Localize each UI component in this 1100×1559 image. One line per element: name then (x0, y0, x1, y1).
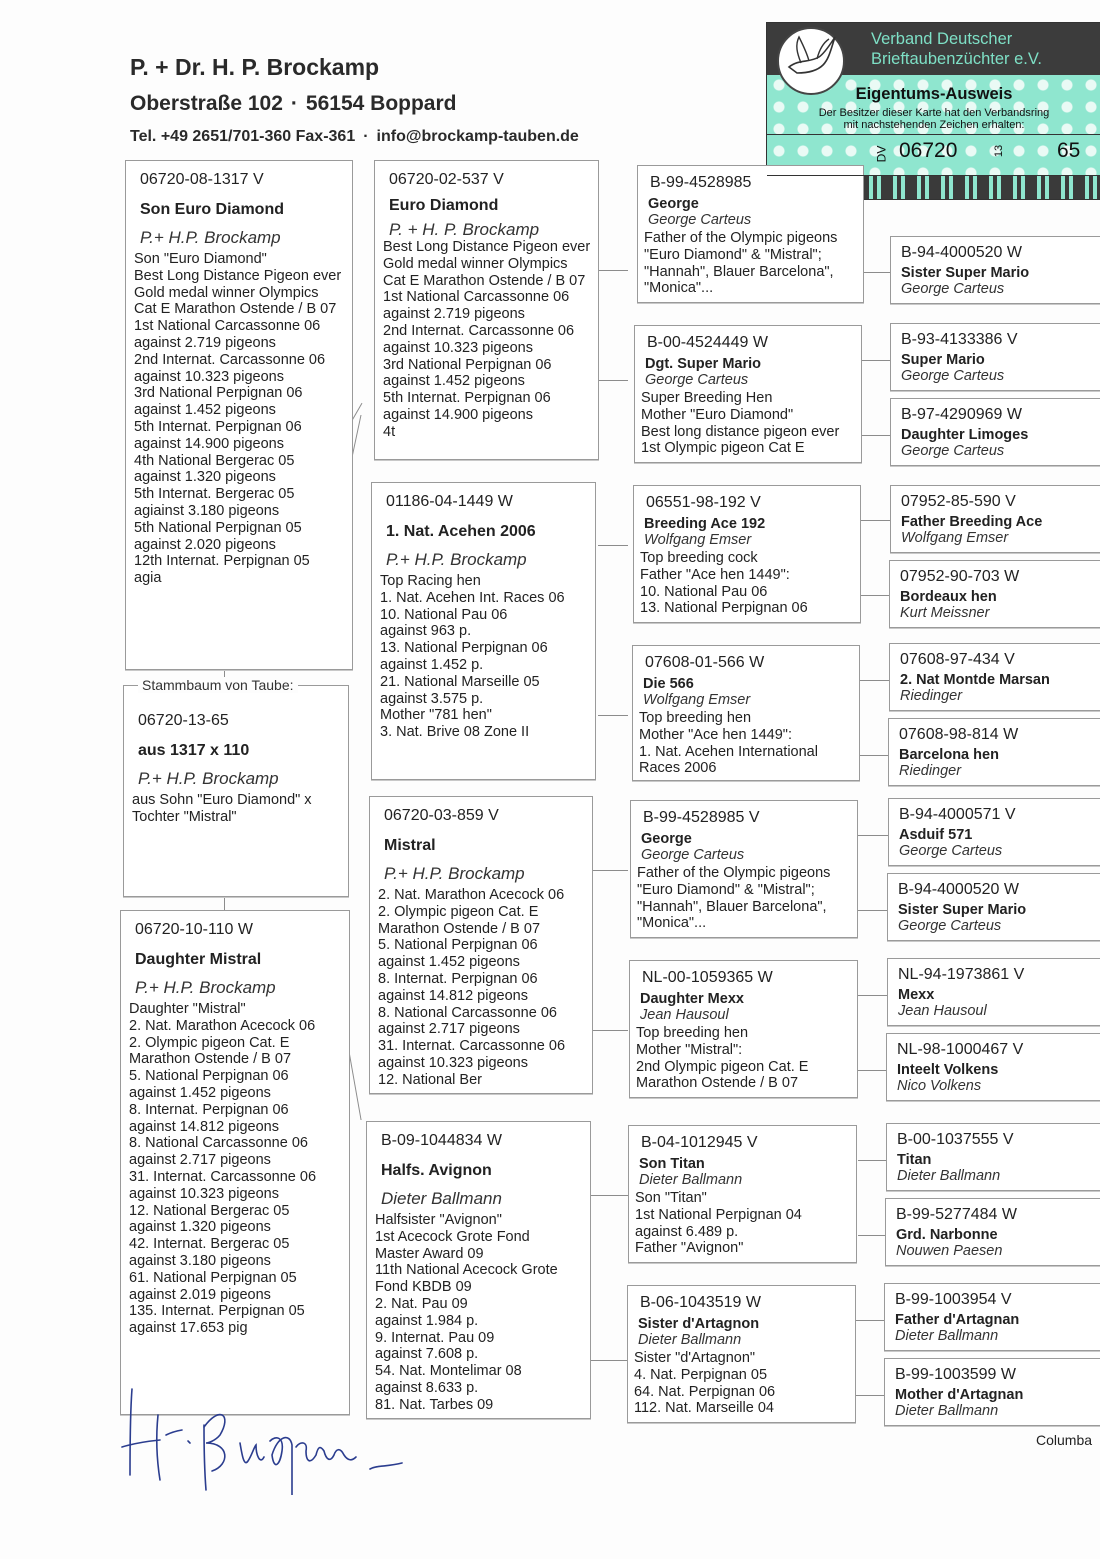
connector-line (860, 680, 890, 681)
breeder-name: P. + Dr. H. P. Brockamp (130, 54, 380, 80)
ring-number: 07608-98-814 W (899, 726, 1019, 743)
achievement-line: Marathon Ostende / B 07 (378, 920, 541, 937)
pedigree-card-gen2[interactable] (371, 482, 596, 780)
pedigree-card-gen3[interactable] (634, 325, 862, 463)
ring-number: B-97-4290969 W (901, 406, 1022, 423)
ring-number: B-93-4133386 V (901, 331, 1018, 348)
pedigree-card-gen4[interactable] (884, 1283, 1100, 1351)
achievement-line: 13. National Perpignan 06 (380, 640, 548, 657)
achievement-line: 42. Internat. Bergerac 05 (129, 1236, 290, 1253)
achievement-line: against 10.323 pigeons (378, 1054, 528, 1071)
achievement-line: 31. Internat. Carcassonne 06 (378, 1038, 566, 1055)
achievement-line: 4t (383, 423, 396, 440)
achievement-line: Best Long Distance Pigeon ever (134, 267, 342, 284)
ring-number: B-09-1044834 W (381, 1132, 502, 1149)
achievement-line: against 10.323 pigeons (383, 339, 533, 356)
pedigree-card-gen3[interactable] (637, 165, 864, 303)
pedigree-card-gen4[interactable] (888, 718, 1100, 786)
achievement-line: against 3.180 pigeons (129, 1252, 271, 1269)
achievement-line: Top breeding hen (639, 710, 752, 726)
owner-name: George Carteus (648, 212, 752, 228)
ring-number: NL-94-1973861 V (898, 966, 1025, 983)
connector-line (858, 910, 890, 911)
achievement-line: against 1.452 pigeons (383, 373, 525, 390)
pigeon-name: Inteelt Volkens (897, 1062, 999, 1078)
achievement-line: Son "Euro Diamond" (134, 251, 267, 267)
connector-line (592, 1030, 628, 1031)
ring-number: 06720-13-65 (138, 712, 229, 729)
achievements (634, 548, 860, 617)
achievement-line: "Monica"... (644, 280, 714, 297)
street: Oberstraße 102 (130, 92, 283, 115)
achievement-line: "Monica"... (637, 915, 707, 932)
pigeon-name: Die 566 (643, 676, 694, 692)
owner-name: George Carteus (901, 368, 1005, 384)
owner-name: Dieter Ballmann (381, 1189, 502, 1208)
pedigree-card-gen4[interactable] (890, 485, 1100, 553)
achievement-line: Cat E Marathon Ostende / B 07 (383, 272, 586, 289)
pedigree-card-sire[interactable] (125, 160, 353, 670)
achievements (628, 1348, 855, 1417)
achievement-line: 1st Olympic pigeon Cat E (641, 440, 805, 457)
achievement-line: Daughter "Mistral" (129, 1001, 246, 1017)
connector-line (598, 380, 628, 381)
pigeon-name: Barcelona hen (899, 747, 999, 763)
achievement-line: 1st National Perpignan 04 (635, 1206, 802, 1223)
achievement-line: 81. Nat. Tarbes 09 (375, 1396, 494, 1413)
achievement-line: against 2.719 pigeons (383, 306, 525, 323)
ring-number: 07952-85-590 V (901, 493, 1016, 510)
dv-card-subtitle: Der Besitzer dieser Karte hat den Verbandsring mit nachstehenden Zeichen erhalten: (818, 107, 1050, 131)
achievement-line: 135. Internat. Perpignan 05 (129, 1303, 305, 1320)
connector-line (860, 520, 890, 521)
ring-number: 06720-02-537 V (389, 171, 504, 188)
achievement-line: 10. National Pau 06 (380, 606, 508, 623)
achievements (370, 883, 592, 1089)
owner-name: P.+ H.P. Brockamp (138, 769, 279, 788)
ring-number: 06551-98-192 V (646, 494, 761, 511)
achievements (629, 1188, 856, 1257)
owner-name: George Carteus (901, 443, 1005, 459)
owner-name: P.+ H.P. Brockamp (140, 228, 281, 247)
achievement-line: 1. Nat. Acehen International (639, 743, 818, 760)
ring-number: B-99-1003954 V (895, 1291, 1012, 1308)
pigeon-name: Breeding Ace 192 (644, 516, 766, 532)
pigeon-name: 2. Nat Montde Marsan (900, 672, 1050, 688)
owner-name: Nico Volkens (897, 1078, 982, 1094)
dv-prefix: DV (874, 145, 889, 163)
owner-name: Jean Hausoul (640, 1007, 729, 1023)
handwritten-signature (120, 1385, 420, 1495)
owner-name: Wolfgang Emser (643, 692, 751, 708)
pigeon-name: aus 1317 x 110 (138, 742, 250, 759)
connector-line (858, 835, 890, 836)
achievement-line: 13. National Perpignan 06 (640, 600, 808, 617)
achievement-line: 2. Nat. Marathon Acecock 06 (129, 1017, 316, 1034)
achievement-line: against 1.320 pigeons (134, 469, 276, 486)
pedigree-card-gen2[interactable] (374, 160, 599, 460)
achievement-line: against 963 p. (380, 623, 472, 640)
achievement-line: 4. Nat. Perpignan 05 (634, 1366, 768, 1383)
owner-name: Riedinger (899, 763, 962, 779)
achievement-line: 3rd National Perpignan 06 (383, 356, 552, 373)
achievement-line: against 2.719 pigeons (134, 334, 276, 351)
pigeon-name: Asduif 571 (899, 827, 973, 843)
ring-number: 07952-90-703 W (900, 568, 1020, 585)
dv-year: 13 (993, 144, 1006, 158)
owner-name: George Carteus (898, 918, 1002, 934)
pigeon-name: Daughter Limoges (901, 427, 1029, 443)
pedigree-card-gen2[interactable] (366, 1121, 591, 1419)
achievement-line: Master Award 09 (375, 1245, 484, 1262)
software-label: Columba (1036, 1432, 1093, 1448)
owner-name: Dieter Ballmann (897, 1168, 1001, 1184)
pedigree-card-gen4[interactable] (885, 1198, 1100, 1266)
achievement-line: 1. Nat. Acehen Int. Races 06 (380, 589, 565, 606)
achievement-line: against 8.633 p. (375, 1379, 479, 1396)
achievement-line: Top Racing hen (380, 573, 481, 589)
ring-number: B-94-4000520 W (898, 881, 1019, 898)
achievement-line: 5th National Perpignan 05 (134, 519, 302, 536)
pedigree-card-gen4[interactable] (889, 560, 1100, 628)
subject-card[interactable] (123, 685, 349, 897)
achievement-line: 9. Internat. Pau 09 (375, 1329, 495, 1346)
achievement-line: 2. Nat. Pau 09 (375, 1295, 468, 1312)
achievement-line: 3rd National Perpignan 06 (134, 385, 303, 402)
achievements (630, 1023, 857, 1092)
achievement-line: against 1.452 pigeons (134, 402, 276, 419)
achievements (375, 239, 598, 441)
pigeon-name: Euro Diamond (389, 197, 499, 214)
achievements (631, 863, 857, 932)
achievement-line: 8. Internat. Perpignan 06 (129, 1101, 289, 1118)
achievement-line: Father "Ace hen 1449": (640, 566, 790, 583)
achievement-line: 2nd Internat. Carcassonne 06 (134, 351, 326, 368)
pedigree-of-label: Stammbaum von Taube: (138, 677, 298, 693)
pigeon-name: Mistral (384, 837, 436, 854)
ring-number: B-99-1003599 W (895, 1366, 1016, 1383)
pigeon-name: Sister Super Mario (898, 902, 1027, 918)
achievement-line: against 1.452 pigeons (129, 1084, 271, 1101)
owner-name: P.+ H.P. Brockamp (386, 550, 527, 569)
pigeon-name: 1. Nat. Acehen 2006 (386, 523, 536, 540)
owner-name: George Carteus (645, 372, 749, 388)
pedigree-card-gen4[interactable] (887, 873, 1100, 941)
pigeon-name: Son Euro Diamond (140, 201, 284, 218)
achievement-line: against 7.608 p. (375, 1346, 479, 1363)
achievement-line: "Euro Diamond" & "Mistral"; (644, 246, 822, 263)
ring-number: B-00-4524449 W (647, 334, 768, 351)
breeder-address: Oberstraße 102 · 56154 Boppard (130, 92, 457, 115)
achievement-line: against 6.489 p. (635, 1223, 739, 1240)
ring-number: 07608-01-566 W (645, 654, 765, 671)
achievement-line: Father "Avignon" (635, 1240, 744, 1257)
owner-name: Wolfgang Emser (644, 532, 752, 548)
achievement-line: against 2.717 pigeons (378, 1021, 520, 1038)
achievements (126, 247, 352, 587)
achievement-line: against 10.323 pigeons (129, 1185, 279, 1202)
achievement-line: Halfsister "Avignon" (375, 1212, 502, 1228)
achievement-line: 2. Nat. Marathon Acecock 06 (378, 887, 565, 903)
achievement-line: against 10.323 pigeons (134, 368, 284, 385)
dv-club: 06720 (899, 139, 958, 162)
achievement-line: against 1.452 p. (380, 656, 484, 673)
achievement-line: against 14.812 pigeons (378, 987, 528, 1004)
achievement-line: 31. Internat. Carcassonne 06 (129, 1168, 317, 1185)
connector-line (858, 995, 890, 996)
pigeon-name: Bordeaux hen (900, 589, 997, 605)
achievement-line: 8. National Carcassonne 06 (129, 1135, 308, 1152)
achievement-line: agia (134, 570, 162, 587)
ring-number: NL-98-1000467 V (897, 1041, 1024, 1058)
achievement-line: against 1.984 p. (375, 1312, 479, 1329)
owner-name: Kurt Meissner (900, 605, 990, 621)
pedigree-card-gen4[interactable] (890, 323, 1100, 391)
pedigree-card-gen3[interactable] (630, 800, 858, 938)
city: 56154 Boppard (305, 92, 457, 115)
achievements (372, 569, 595, 741)
connector-line (590, 1360, 628, 1361)
achievements (635, 388, 861, 457)
achievement-line: against 2.020 pigeons (134, 536, 276, 553)
ring-number: B-06-1043519 W (640, 1294, 761, 1311)
achievement-line: 2nd Olympic pigeon Cat. E (636, 1058, 809, 1075)
achievements (638, 228, 863, 297)
achievement-line: 54. Nat. Montelimar 08 (375, 1363, 522, 1380)
achievement-line: against 3.575 p. (380, 690, 484, 707)
achievement-line: 8. National Carcassonne 06 (378, 1004, 557, 1021)
achievement-line: against 2.717 pigeons (129, 1152, 271, 1169)
achievement-line: Tochter "Mistral" (132, 808, 237, 825)
achievement-line: Races 2006 (639, 760, 717, 777)
breeder-contact: Tel. +49 2651/701-360 Fax-361 · info@brockamp-tauben.de (130, 128, 579, 145)
pigeon-name: Father d'Artagnan (895, 1312, 1020, 1328)
achievement-line: agiainst 3.180 pigeons (134, 502, 280, 519)
ring-number: B-99-5277484 W (896, 1206, 1017, 1223)
achievement-line: 64. Nat. Perpignan 06 (634, 1383, 776, 1400)
owner-name: Nouwen Paesen (896, 1243, 1003, 1259)
connector-line (862, 360, 890, 361)
fax: Fax-361 (295, 128, 356, 145)
pigeon-name: Sister Super Mario (901, 265, 1030, 281)
ring-number: 07608-97-434 V (900, 651, 1015, 668)
pedigree-card-gen4[interactable] (890, 236, 1100, 304)
achievement-line: 2. Olympic pigeon Cat. E (129, 1034, 290, 1051)
achievement-line: Top breeding hen (636, 1025, 749, 1041)
connector-line (860, 595, 890, 596)
achievement-line: 10. National Pau 06 (640, 583, 768, 600)
owner-name: Dieter Ballmann (639, 1172, 743, 1188)
achievements (633, 708, 859, 777)
achievement-line: Fond KBDB 09 (375, 1279, 472, 1296)
pigeon-name: Titan (897, 1152, 932, 1168)
achievement-line: against 14.900 pigeons (134, 435, 284, 452)
achievement-line: Best long distance pigeon ever (641, 423, 840, 440)
pedigree-card-gen4[interactable] (886, 1123, 1100, 1191)
pedigree-card-gen3[interactable] (632, 645, 860, 781)
owner-name: P. + H. P. Brockamp (389, 220, 540, 239)
achievement-line: against 17.653 pig (129, 1320, 248, 1337)
achievement-line: against 2.019 pigeons (129, 1286, 271, 1303)
owner-name: P.+ H.P. Brockamp (384, 864, 525, 883)
connector-line (590, 1195, 628, 1196)
pedigree-card-gen4[interactable] (888, 798, 1100, 866)
pigeon-name: Son Titan (639, 1156, 705, 1172)
achievement-line: 5. National Perpignan 06 (378, 937, 538, 954)
pigeon-name: George (648, 196, 699, 212)
ring-number: 01186-04-1449 W (386, 493, 513, 510)
pedigree-card-gen3[interactable] (633, 485, 861, 623)
ring-number: NL-00-1059365 W (642, 969, 773, 986)
dv-ring-number (767, 134, 1100, 176)
achievement-line: 4th National Bergerac 05 (134, 452, 295, 469)
pigeon-name: Daughter Mistral (135, 951, 262, 968)
ring-number: 06720-08-1317 V (140, 171, 264, 188)
achievement-line: Super Breeding Hen (641, 390, 773, 406)
pigeon-name: Mexx (898, 987, 935, 1003)
owner-name: Dieter Ballmann (895, 1403, 999, 1419)
connector-line (592, 870, 628, 871)
achievement-line: 12. National Ber (378, 1071, 482, 1088)
pedigree-card-gen4[interactable] (886, 1033, 1100, 1101)
connector-line (862, 435, 890, 436)
owner-name: P.+ H.P. Brockamp (135, 978, 276, 997)
pigeon-name: Father Breeding Ace (901, 514, 1043, 530)
achievement-line: 2. Olympic pigeon Cat. E (378, 903, 539, 920)
ownership-card (766, 22, 1100, 200)
achievement-line: Best Long Distance Pigeon ever (383, 239, 591, 255)
owner-name: George Carteus (899, 843, 1003, 859)
connector-line (224, 895, 225, 910)
achievement-line: against 14.812 pigeons (129, 1118, 279, 1135)
ring-number: B-00-1037555 V (897, 1131, 1014, 1148)
achievement-line: Father of the Olympic pigeons (637, 865, 831, 881)
achievement-line: against 14.900 pigeons (383, 406, 533, 423)
achievement-line: 3. Nat. Brive 08 Zone II (380, 724, 530, 741)
achievement-line: aus Sohn "Euro Diamond" x (132, 792, 312, 808)
connector-line (598, 715, 628, 716)
ring-number: B-99-4528985 (650, 174, 752, 191)
ring-number: B-04-1012945 V (641, 1134, 758, 1151)
achievement-line: "Hannah", Blauer Barcelona", (637, 898, 827, 915)
achievement-line: 112. Nat. Marseille 04 (634, 1400, 774, 1417)
achievement-line: 2nd Internat. Carcassonne 06 (383, 322, 575, 339)
ring-number: B-99-4528985 V (643, 809, 760, 826)
pedigree-card-gen2[interactable] (369, 796, 593, 1094)
dv-organization: Verband Deutscher Brieftaubenzüchter e.V. (871, 30, 1042, 68)
pigeon-name: Dgt. Super Mario (645, 356, 762, 372)
connector-line (860, 755, 890, 756)
achievement-line: against 1.320 pigeons (129, 1219, 271, 1236)
owner-name: George Carteus (641, 847, 745, 863)
pigeon-name: Daughter Mexx (640, 991, 744, 1007)
pedigree-card-gen4[interactable] (890, 398, 1100, 466)
achievement-line: Marathon Ostende / B 07 (129, 1051, 292, 1068)
achievement-line: Marathon Ostende / B 07 (636, 1075, 799, 1092)
email-link[interactable]: info@brockamp-tauben.de (376, 128, 579, 145)
pigeon-name: Mother d'Artagnan (895, 1387, 1024, 1403)
connector-line (598, 545, 628, 546)
pigeon-name: Sister d'Artagnon (638, 1316, 760, 1332)
achievement-line: 12. National Bergerac 05 (129, 1202, 290, 1219)
dv-card-title: Eigentums-Ausweis (855, 85, 1013, 103)
achievement-line: Gold medal winner Olympics (383, 255, 568, 272)
achievement-line: "Euro Diamond" & "Mistral"; (637, 881, 815, 898)
achievement-line: 12th Internat. Perpignan 05 (134, 553, 310, 570)
achievement-line: Gold medal winner Olympics (134, 284, 319, 301)
achievement-line: 5th Internat. Perpignan 06 (383, 390, 551, 407)
pedigree-card-gen3[interactable] (627, 1285, 856, 1423)
achievement-line: Cat E Marathon Ostende / B 07 (134, 301, 337, 318)
achievement-line: 1st National Carcassonne 06 (383, 289, 570, 306)
pigeon-name: Grd. Narbonne (896, 1227, 998, 1243)
owner-name: Riedinger (900, 688, 963, 704)
achievements (367, 1208, 590, 1414)
connector-line (862, 272, 890, 273)
owner-name: Jean Hausoul (898, 1003, 987, 1019)
achievements (121, 997, 349, 1337)
connector-line (598, 270, 628, 271)
achievement-line: Sister "d'Artagnon" (634, 1350, 756, 1366)
dv-number: 65 (1057, 139, 1081, 162)
achievement-line: 1st Acecock Grote Fond (375, 1228, 530, 1245)
achievement-line: 21. National Marseille 05 (380, 673, 540, 690)
ring-number: B-94-4000520 W (901, 244, 1022, 261)
achievement-line: Mother "Mistral": (636, 1041, 743, 1058)
achievement-line: against 1.452 pigeons (378, 954, 520, 971)
pedigree-card-gen4[interactable] (884, 1358, 1100, 1426)
ring-number: 06720-10-110 W (135, 921, 253, 938)
achievement-line: 8. Internat. Perpignan 06 (378, 970, 538, 987)
owner-name: Dieter Ballmann (638, 1332, 742, 1348)
achievements (124, 788, 348, 826)
pedigree-card-dam[interactable] (120, 910, 350, 1415)
achievement-line: Mother "Euro Diamond" (641, 406, 794, 423)
achievement-line: Top breeding cock (640, 550, 758, 566)
achievement-line: 61. National Perpignan 05 (129, 1269, 297, 1286)
achievement-line: 5th Internat. Perpignan 06 (134, 418, 302, 435)
achievement-line: 5. National Perpignan 06 (129, 1068, 289, 1085)
phone: Tel. +49 2651/701-360 (130, 128, 292, 145)
owner-name: George Carteus (901, 281, 1005, 297)
ring-number: B-94-4000571 V (899, 806, 1016, 823)
achievement-line: Father of the Olympic pigeons (644, 230, 838, 246)
ring-number: 06720-03-859 V (384, 807, 499, 824)
pedigree-card-gen4[interactable] (887, 958, 1100, 1026)
pigeon-name: George (641, 831, 692, 847)
achievement-line: Son "Titan" (635, 1190, 707, 1206)
pedigree-card-gen3[interactable] (628, 1125, 857, 1263)
pedigree-card-gen4[interactable] (889, 643, 1100, 711)
dove-logo-icon (777, 27, 845, 95)
achievement-line: Mother "Ace hen 1449": (639, 726, 792, 743)
achievement-line: 1st National Carcassonne 06 (134, 318, 321, 335)
achievement-line: 11th National Acecock Grote (375, 1262, 558, 1279)
pigeon-name: Super Mario (901, 352, 985, 368)
achievement-line: Mother "781 hen" (380, 707, 492, 724)
pedigree-card-gen3[interactable] (629, 960, 858, 1098)
owner-name: Dieter Ballmann (895, 1328, 999, 1344)
owner-name: Wolfgang Emser (901, 530, 1009, 546)
achievement-line: 5th Internat. Bergerac 05 (134, 486, 295, 503)
achievement-line: "Hannah", Blauer Barcelona", (644, 263, 834, 280)
pigeon-name: Halfs. Avignon (381, 1162, 492, 1179)
